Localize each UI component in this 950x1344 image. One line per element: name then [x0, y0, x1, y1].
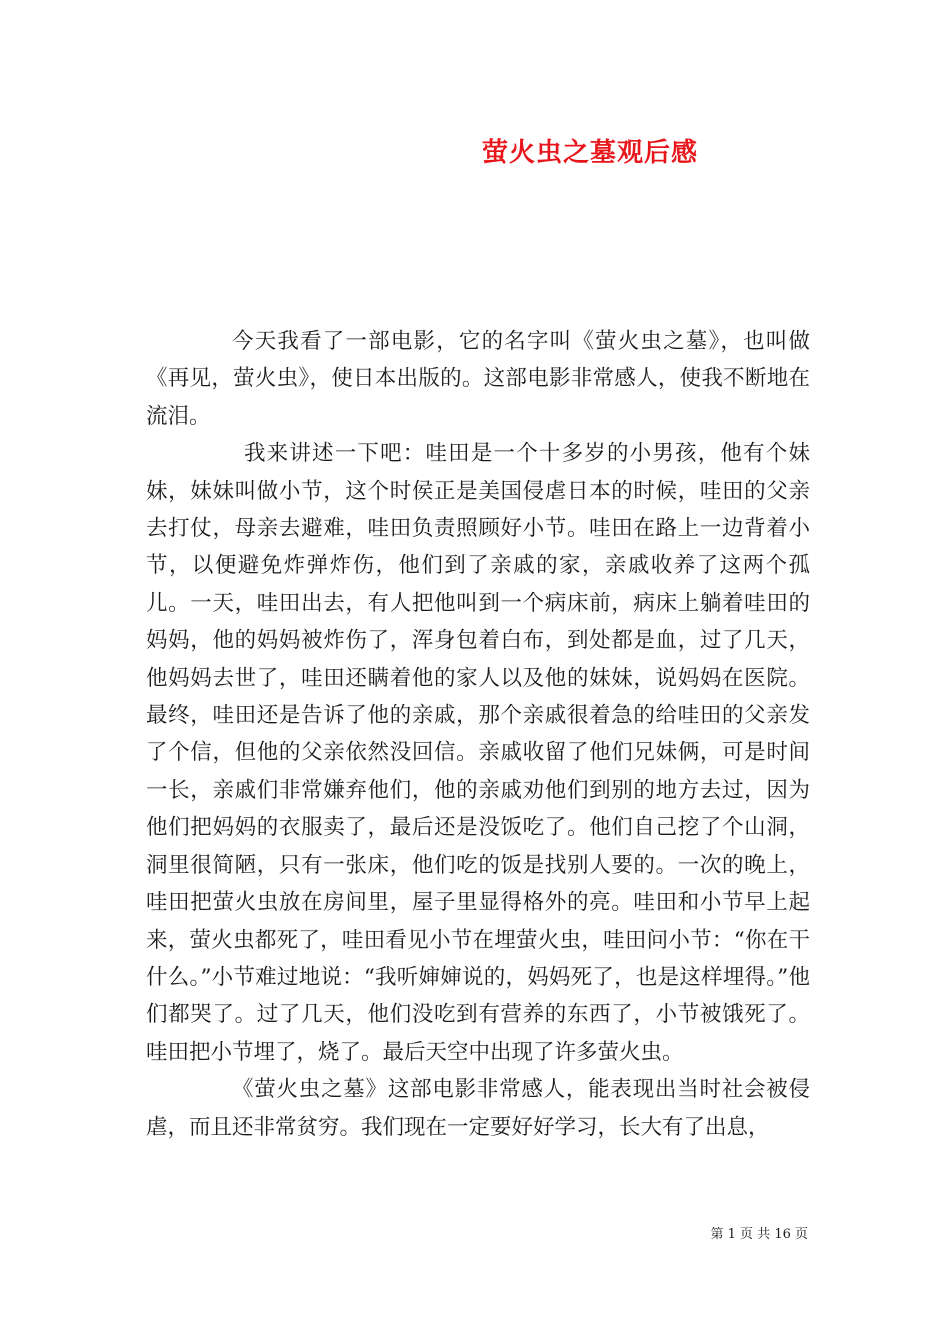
page-title: 萤火虫之墓观后感 [481, 138, 698, 168]
paragraph-reflection: 《萤火虫之墓》这部电影非常感人，能表现出当时社会被侵虐，而且还非常贫穷。我们现在一定要好好学习，长大有了出息， [146, 1077, 810, 1140]
document-body [146, 323, 810, 1146]
paragraph-intro: 今天我看了一部电影，它的名字叫《萤火虫之墓》，也叫做《再见，萤火虫》，使日本出版的。这部电影非常感人，使我不断地在流泪。 [146, 329, 810, 429]
page-footer [0, 1223, 808, 1242]
paragraph-story: 我来讲述一下吧：哇田是一个十多岁的小男孩，他有个妹妹，妹妹叫做小节，这个时侯正是美国侵虐日本的时候，哇田的父亲去打仗，母亲去避难，哇田负责照顾好小节。哇田在路上一边背着小节，以便避免炸弹炸伤，他们到了亲戚的家，亲戚收养了这两个孤儿。一天，哇田出去，有人把他叫到一个病床前，病床上躺着哇田的妈妈，他的妈妈被炸伤了，浑身包着白布，到处都是血，过了几天，他妈妈去世了，哇田还瞒着他的家人以及他的妹妹，说妈妈在医院。最终，哇田还是告诉了他的亲戚，那个亲戚很着急的给哇田的父亲发了个信，但他的父亲依然没回信。亲戚收留了他们兄妹俩，可是时间一长，亲戚们非常嫌弃他们，他的亲戚劝他们到别的地方去过，因为他们把妈妈的衣服卖了，最后还是没饭吃了。他们自己挖了个山洞，洞里很简陋，只有一张床，他们吃的饭是找别人要的。一次的晚上，哇田把萤火虫放在房间里，屋子里显得格外的亮。哇田和小节早上起来，萤火虫都死了，哇田看见小节在埋萤火虫，哇田问小节：“你在干什么。”小节难过地说：“我听婶婶说的，妈妈死了，也是这样埋得。”他们都哭了。过了几天，他们没吃到有营养的东西了，小节被饿死了。哇田把小节埋了，烧了。最后天空中出现了许多萤火虫。 [146, 441, 810, 1065]
page-number-label: 第 1 页 共 16 页 [710, 1227, 808, 1242]
